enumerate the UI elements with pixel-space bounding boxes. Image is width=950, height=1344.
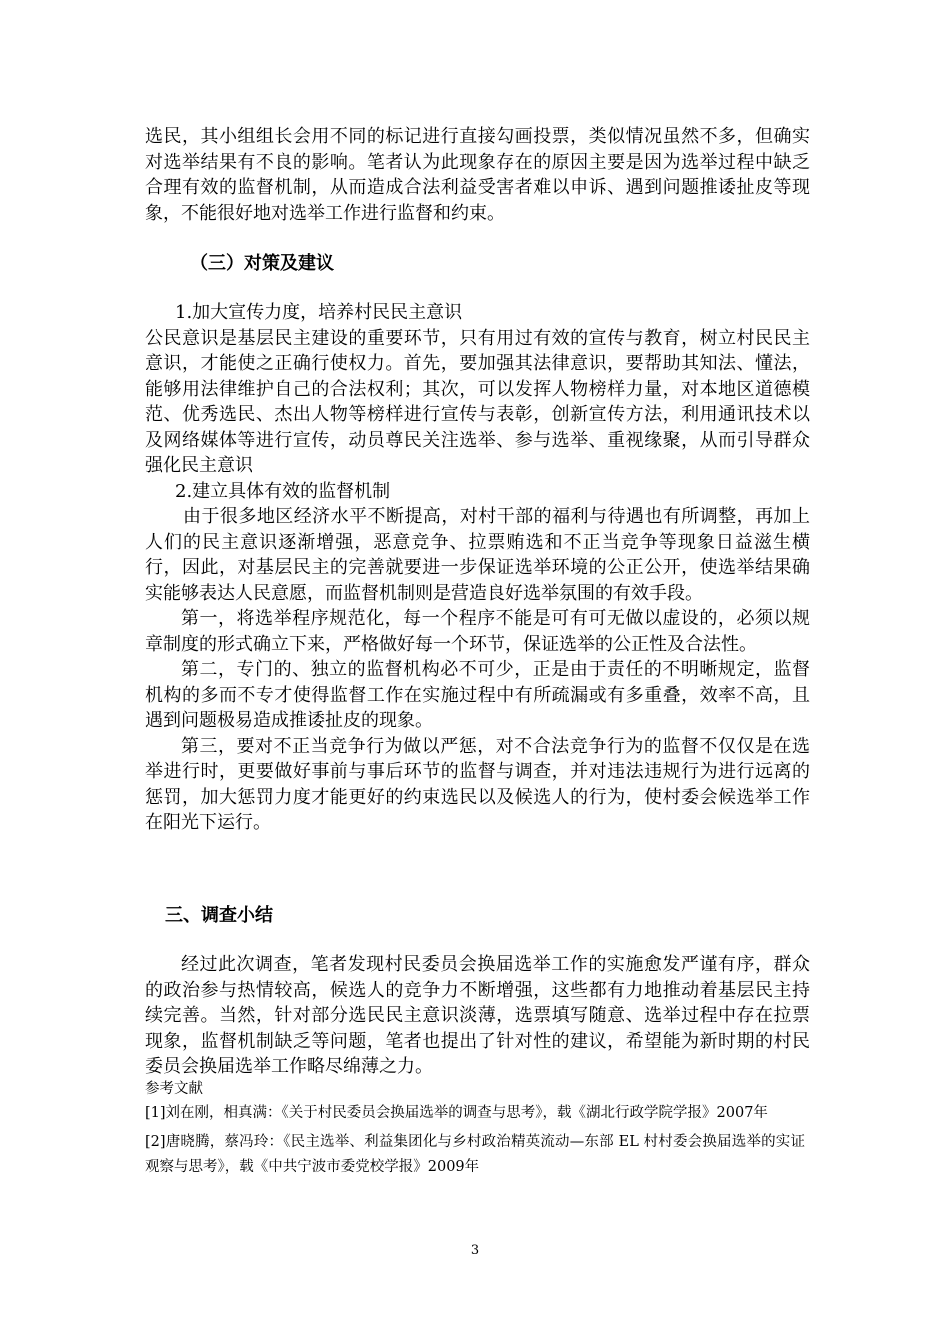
- reference-item: [2]唐晓腾，蔡冯玲：《民主选举、利益集团化与乡村政治精英流动—东部 EL 村村委会换届选举的实证观察与思考》，载《中共宁波市委党校学报》2009年: [145, 1134, 805, 1175]
- item2-point3: 第三，要对不正当竞争行为做以严惩，对不合法竞争行为的监督不仅仅是在选举进行时，更要做好事前与事后环节的监督与调查，并对违法违规行为进行远离的惩罚，加大惩罚力度才能更好的约束选民以及候选人的行为，使村委会候选举工作在阳光下运行。: [145, 735, 810, 833]
- summary-block: [145, 952, 810, 1080]
- item2-point1: 第一，将选举程序规范化，每一个程序不能是可有可无做以虚设的，必须以规章制度的形式确立下来，严格做好每一个环节，保证选举的公正性及合法性。: [145, 608, 810, 655]
- page-number: 3: [470, 1243, 480, 1258]
- item2-text: 由于很多地区经济水平不断提高，对村干部的福利与待遇也有所调整，再加上人们的民主意识逐渐增强，恶意竞争、拉票贿选和不正当竞争等现象日益滋生横行，因此，对基层民主的完善就要进一步保证选举环境的公正公开，使选举结果确实能够表达人民意愿，而监督机制则是营造良好选举氛围的有效手段。: [145, 506, 810, 604]
- intro-paragraph: 选民，其小组组长会用不同的标记进行直接勾画投票，类似情况虽然不多，但确实对选举结果有不良的影响。笔者认为此现象存在的原因主要是因为选举过程中缺乏合理有效的监督机制，从而造成合法利益受害者难以申诉、遇到问题推诿扯皮等现象，不能很好地对选举工作进行监督和约束。: [145, 126, 810, 224]
- section-heading-summary: 三、调查小结: [165, 905, 273, 926]
- reference-item: [1]刘在刚，相真满：《关于村民委员会换届选举的调查与思考》，载《湖北行政学院学报》2007年: [145, 1105, 768, 1121]
- item2-title: 2.建立具体有效的监督机制: [175, 480, 391, 502]
- item1-title: 1.加大宣传力度，培养村民民主意识: [175, 302, 463, 323]
- references-label: 参考文献: [145, 1081, 203, 1097]
- summary-paragraph: 经过此次调查，笔者发现村民委员会换届选举工作的实施愈发严谨有序，群众的政治参与热情较高，候选人的竞争力不断增强，这些都有力地推动着基层民主持续完善。当然，针对部分选民民主意识淡薄，选票填写随意、选举过程中存在拉票现象，监督机制缺乏等问题，笔者也提出了针对性的建议，希望能为新时期的村民委员会换届选举工作略尽绵薄之力。: [145, 954, 810, 1077]
- intro-block: [145, 124, 810, 226]
- section-heading-countermeasures: （三）对策及建议: [190, 253, 334, 274]
- item2-point2: 第二，专门的、独立的监督机构必不可少，正是由于责任的不明晰规定，监督机构的多而不专才使得监督工作在实施过程中有所疏漏或有多重叠，效率不高，且遇到问题极易造成推诿扯皮的现象。: [145, 659, 810, 731]
- countermeasures-block: [145, 300, 810, 836]
- references-list: [145, 1101, 805, 1184]
- item1-text: 公民意识是基层民主建设的重要环节，只有用过有效的宣传与教育，树立村民民主意识，才能使之正确行使权力。首先，要加强其法律意识，要帮助其知法、懂法，能够用法律维护自己的合法权利；其次，可以发挥人物榜样力量，对本地区道德模范、优秀选民、杰出人物等榜样进行宣传与表彰，创新宣传方法，利用通讯技术以及网络媒体等进行宣传，动员尊民关注选举、参与选举、重视缘聚，从而引导群众强化民主意识: [145, 327, 810, 476]
